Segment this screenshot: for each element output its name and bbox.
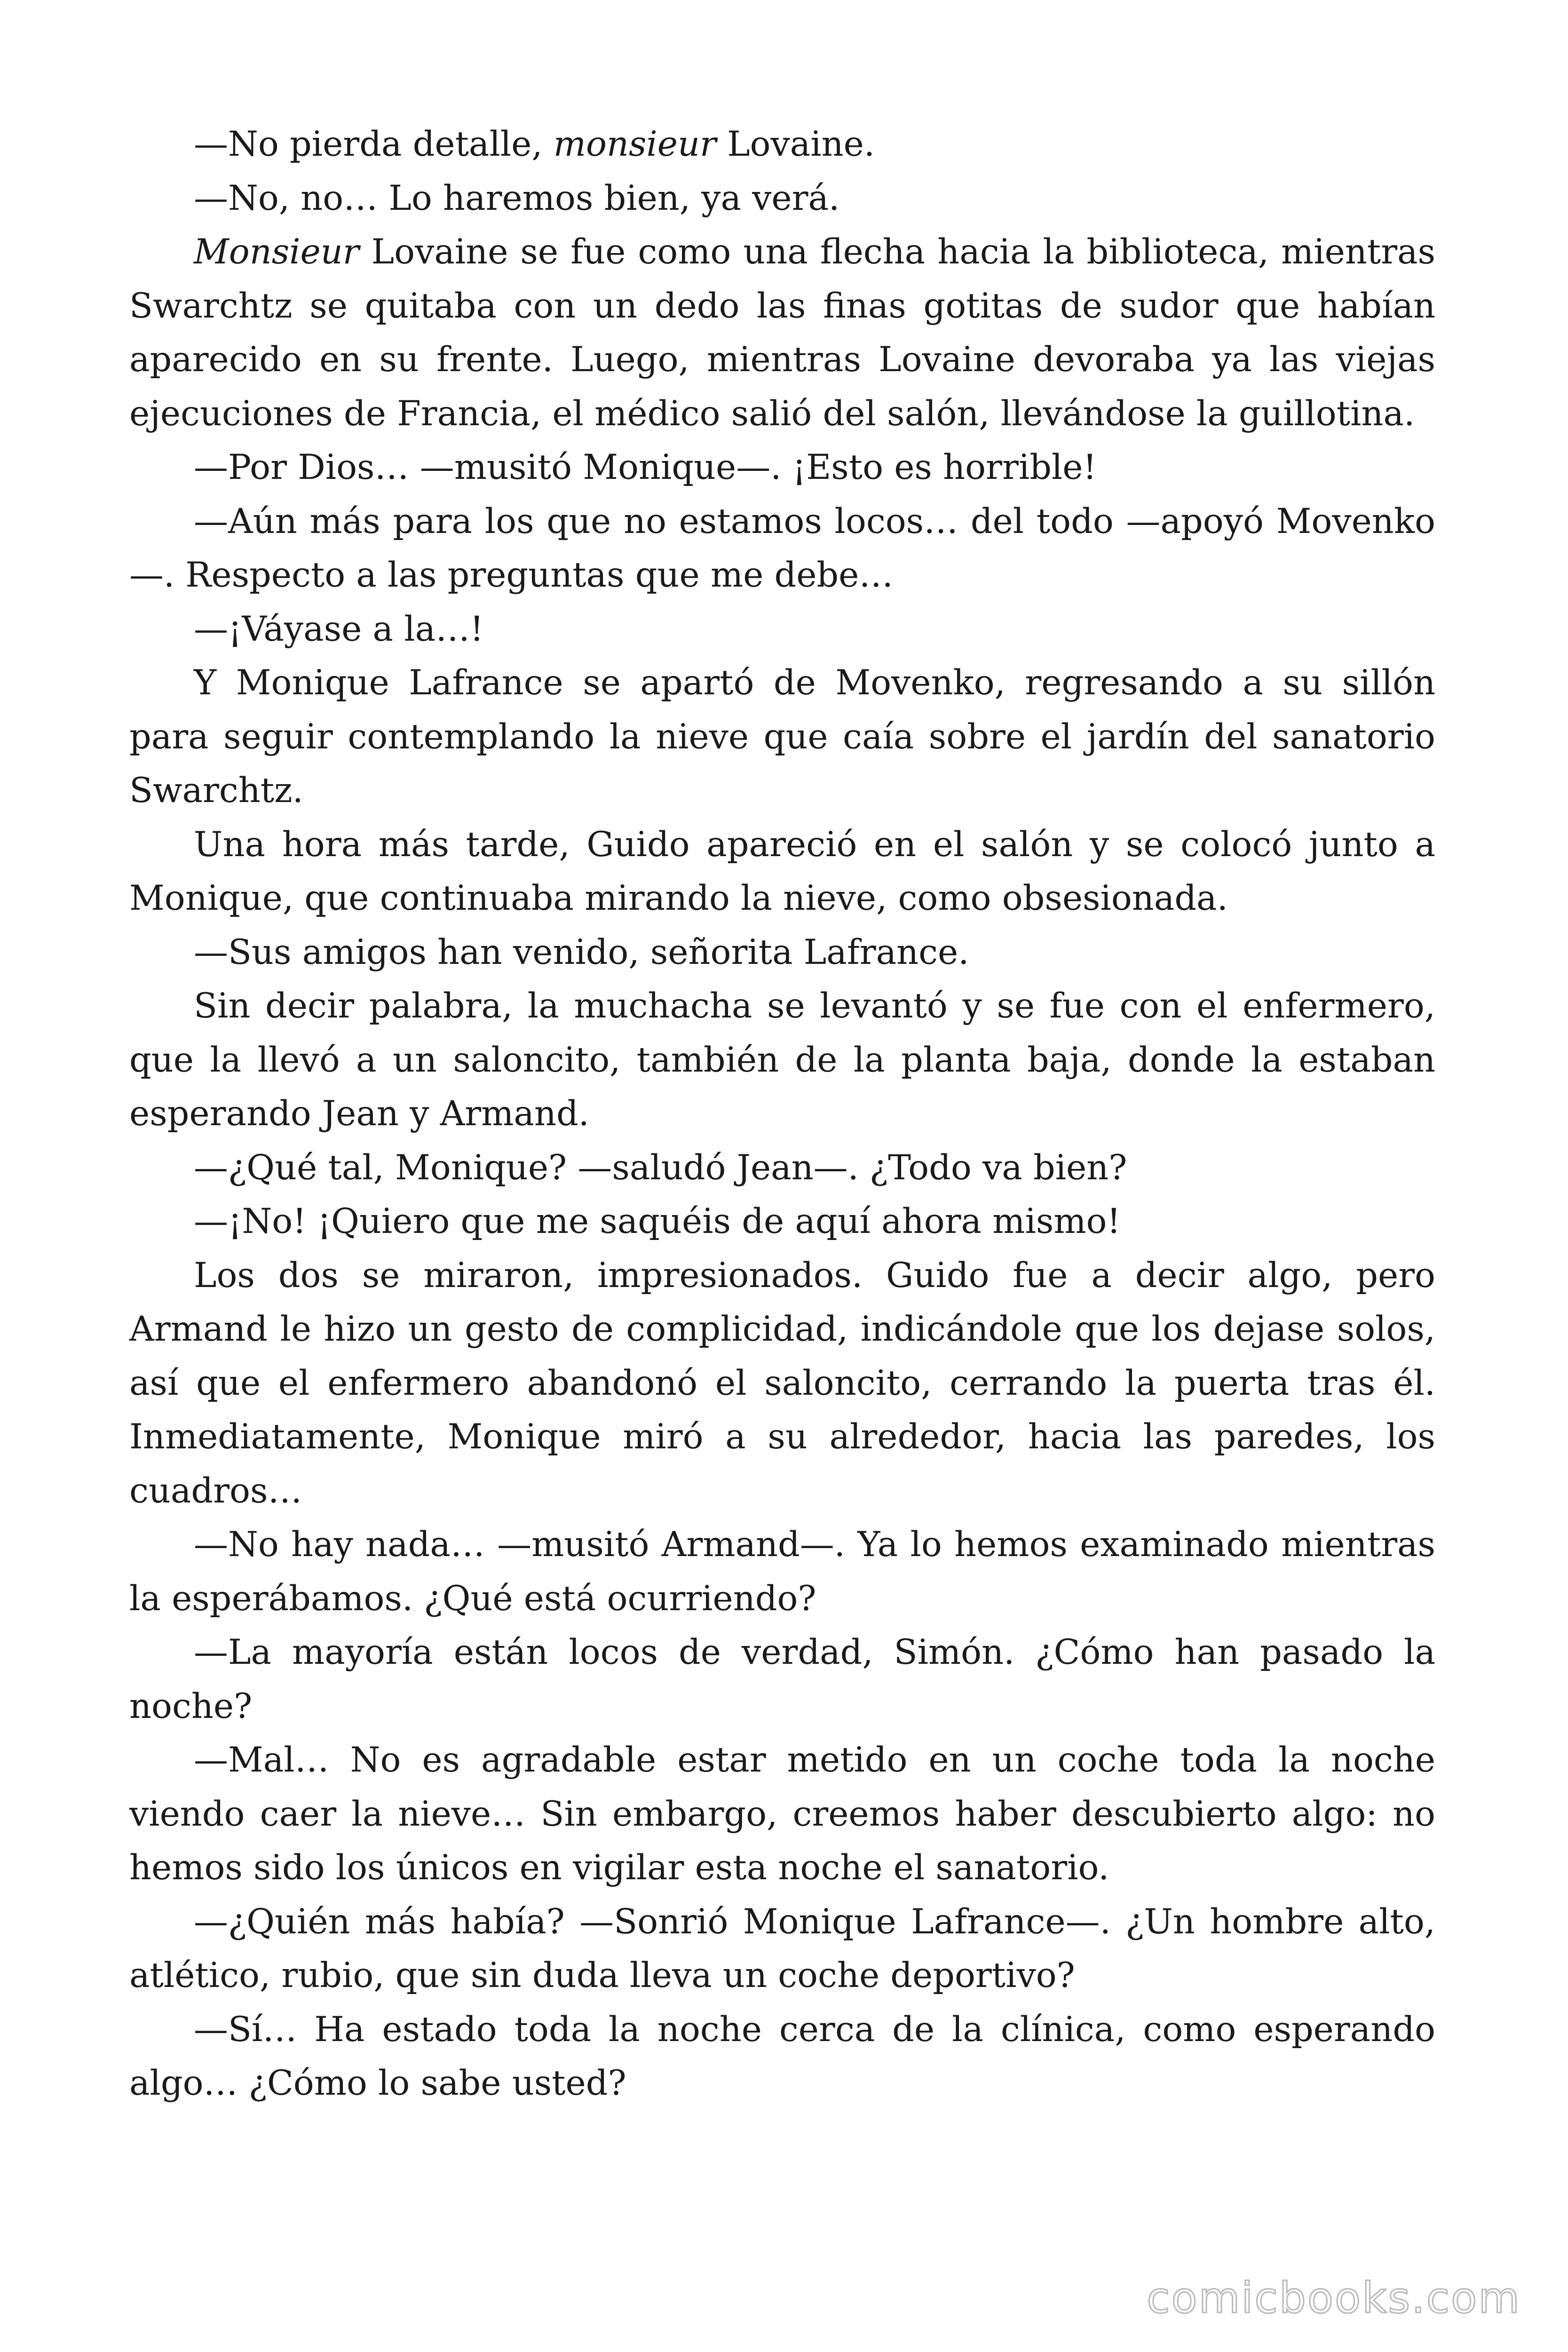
watermark-logo: comicbooks.com <box>1147 2273 1521 2323</box>
paragraph-4: —Por Dios… —musitó Monique—. ¡Esto es horrible! <box>194 447 1097 487</box>
paragraph-3-italic: Monsieur <box>194 232 359 272</box>
paragraph-6: —¡Váyase a la…! <box>194 609 484 649</box>
paragraph-15: —La mayoría están locos de verdad, Simón. ¿Cómo han pasado la noche? <box>129 1632 1435 1726</box>
paragraph-12: —¡No! ¡Quiero que me saquéis de aquí ahora mismo! <box>194 1201 1121 1241</box>
paragraph-3 <box>129 225 1435 441</box>
paragraph-14: —No hay nada… —musitó Armand—. Ya lo hemos examinado mientras la esperábamos. ¿Qué está ocurriendo? <box>129 1525 1435 1619</box>
paragraph-8: Una hora más tarde, Guido apareció en el salón y se colocó junto a Monique, que continuaba mirando la nieve, como obsesionada. <box>129 824 1435 918</box>
paragraph-13: Los dos se miraron, impresionados. Guido fue a decir algo, pero Armand le hizo un gesto de complicidad, indicándole que los dejase solos, así que el enfermero abandonó el saloncito, cerrando la puerta tras él. Inmediatamente, Monique miró a su alrededor, hacia las paredes, los cuadros… <box>129 1255 1435 1511</box>
paragraph-9: —Sus amigos han venido, señorita Lafrance. <box>194 932 969 972</box>
paragraph-7: Y Monique Lafrance se apartó de Movenko, regresando a su sillón para seguir contemplando la nieve que caía sobre el jardín del sanatorio Swarchtz. <box>129 663 1435 810</box>
paragraph-5: —Aún más para los que no estamos locos… del todo —apoyó Movenko—. Respecto a las preguntas que me debe… <box>129 501 1435 595</box>
paragraph-16: —Mal… No es agradable estar metido en un coche toda la noche viendo caer la nieve… Sin embargo, creemos haber descubierto algo: no hemos sido los únicos en vigilar esta noche el sanatorio. <box>129 1740 1435 1888</box>
paragraph-1-after: Lovaine. <box>716 124 875 164</box>
page-text-body <box>129 118 1435 2111</box>
paragraph-17: —¿Quién más había? —Sonrió Monique Lafrance—. ¿Un hombre alto, atlético, rubio, que sin duda lleva un coche deportivo? <box>129 1901 1435 1995</box>
paragraph-3-after: Lovaine se fue como una flecha hacia la biblioteca, mientras Swarchtz se quitaba con un dedo las finas gotitas de sudor que habían aparecido en su frente. Luego, mientras Lovaine devoraba ya las viejas ejecuciones de Francia, el médico salió del salón, llevándose la guillotina. <box>129 232 1435 434</box>
paragraph-10: Sin decir palabra, la muchacha se levantó y se fue con el enfermero, que la llevó a un saloncito, también de la planta baja, donde la estaban esperando Jean y Armand. <box>129 986 1435 1134</box>
paragraph-1-before: —No pierda detalle, <box>194 124 554 164</box>
paragraph-18: —Sí… Ha estado toda la noche cerca de la clínica, como esperando algo… ¿Cómo lo sabe usted? <box>129 2009 1435 2103</box>
paragraph-2: —No, no… Lo haremos bien, ya verá. <box>194 178 840 218</box>
paragraph-1 <box>129 118 1435 172</box>
paragraph-11: —¿Qué tal, Monique? —saludó Jean—. ¿Todo va bien? <box>194 1147 1127 1188</box>
paragraph-1-italic: monsieur <box>553 124 716 164</box>
